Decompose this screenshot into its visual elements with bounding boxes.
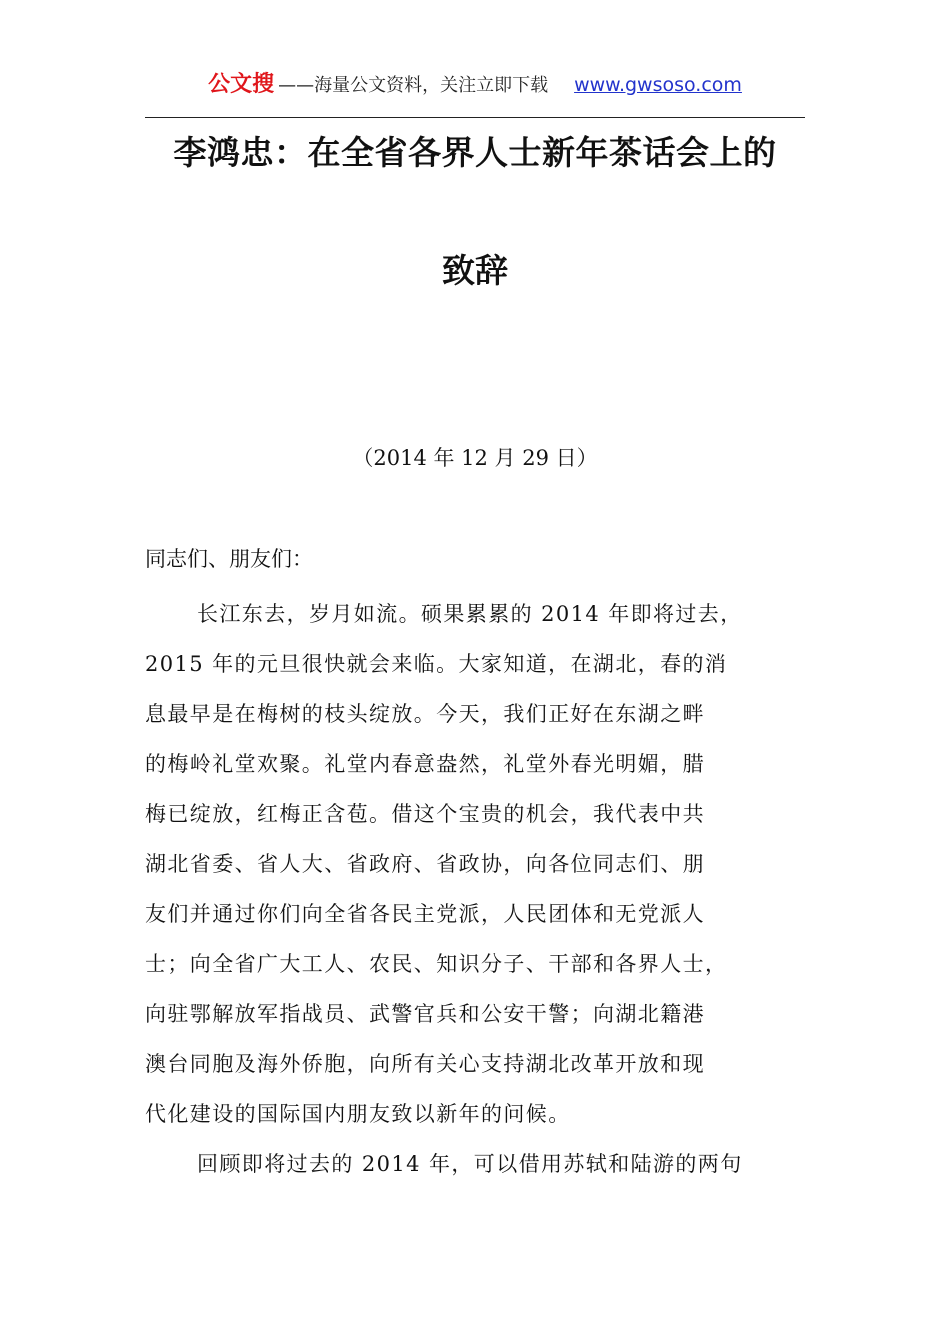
document-title-line1: 李鸿忠：在全省各界人士新年茶话会上的: [173, 133, 777, 172]
paragraph1-line: 长江东去，岁月如流。硕果累累的 2014 年即将过去，: [197, 602, 743, 626]
paragraph1-line: 澳台同胞及海外侨胞，向所有关心支持湖北改革开放和现: [145, 1052, 705, 1076]
document-date: （2014 年 12 月 29 日）: [352, 446, 598, 470]
page-header: [145, 70, 805, 110]
paragraph1-line: 友们并通过你们向全省各民主党派，人民团体和无党派人: [145, 902, 705, 926]
paragraph1-line: 的梅岭礼堂欢聚。礼堂内春意盎然，礼堂外春光明媚，腊: [145, 752, 705, 776]
paragraph1-line: 向驻鄂解放军指战员、武警官兵和公安干警；向湖北籍港: [145, 1002, 705, 1026]
paragraph1-line: 代化建设的国际国内朋友致以新年的问候。: [145, 1102, 571, 1126]
brand-logo: 公文搜: [208, 72, 275, 97]
salutation: 同志们、朋友们：: [145, 547, 313, 571]
header-tagline: ——海量公文资料，关注立即下载: [278, 75, 549, 96]
paragraph1-line: 梅已绽放，红梅正含苞。借这个宝贵的机会，我代表中共: [145, 802, 705, 826]
paragraph1-line: 息最早是在梅树的枝头绽放。今天，我们正好在东湖之畔: [145, 702, 705, 726]
paragraph1-line: 2015 年的元旦很快就会来临。大家知道，在湖北，春的消: [145, 652, 728, 676]
header-divider: [145, 117, 805, 118]
site-link[interactable]: www.gwsoso.com: [574, 74, 742, 96]
paragraph1-line: 士；向全省广大工人、农民、知识分子、干部和各界人士，: [145, 952, 728, 976]
document-title-line2: 致辞: [442, 251, 508, 290]
paragraph2-line: 回顾即将过去的 2014 年，可以借用苏轼和陆游的两句: [197, 1152, 743, 1176]
paragraph1-line: 湖北省委、省人大、省政府、省政协，向各位同志们、朋: [145, 852, 705, 876]
document-body: [145, 589, 795, 1189]
